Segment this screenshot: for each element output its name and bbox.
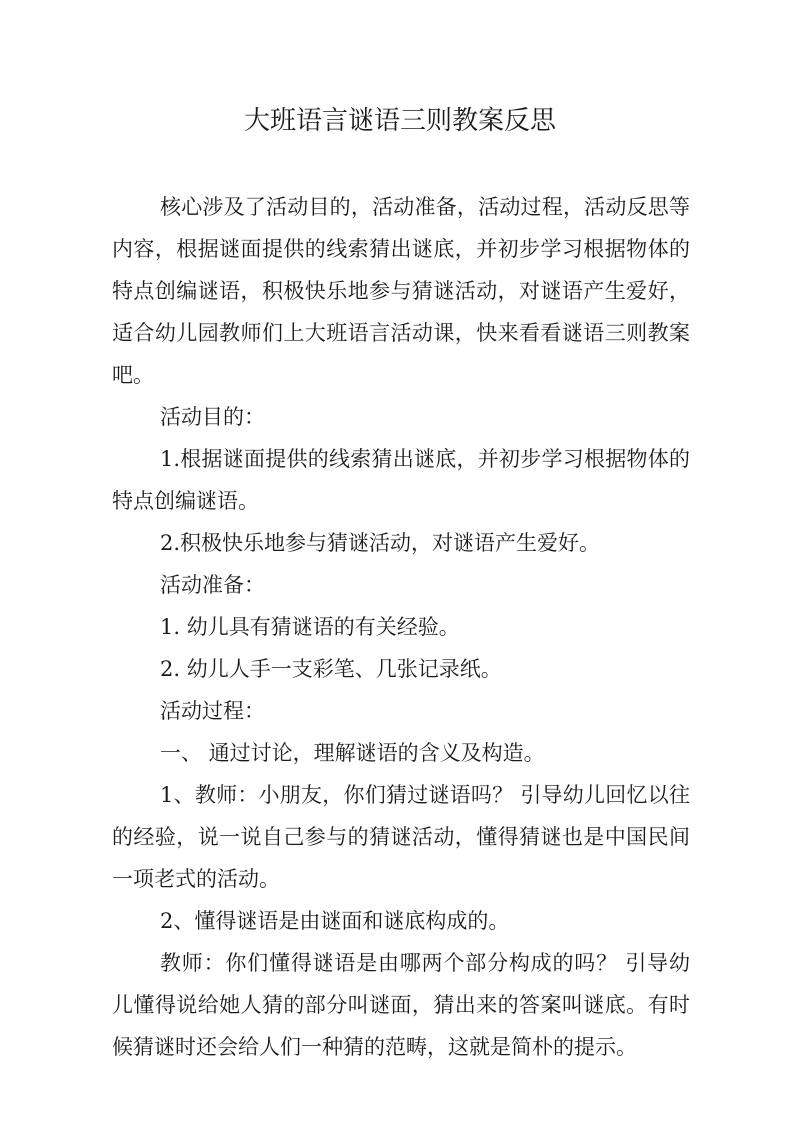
process-step-1: 一、 通过讨论，理解谜语的含义及构造。 [160, 741, 545, 765]
heading-activity-goals: 活动目的： [160, 405, 265, 429]
document-title: 大班语言谜语三则教案反思 [243, 106, 556, 136]
goal-item-2: 2.积极快乐地参与猜谜活动，对谜语产生爱好。 [160, 531, 601, 555]
document-body [112, 186, 690, 1068]
heading-activity-process: 活动过程： [160, 699, 265, 723]
preparation-item-1: 1. 幼儿具有猜谜语的有关经验。 [160, 615, 460, 639]
preparation-item-2: 2. 幼儿人手一支彩笔、几张记录纸。 [160, 657, 502, 681]
process-item-2: 2、懂得谜语是由谜面和谜底构成的。 [160, 909, 510, 933]
paragraph-intro: 核心涉及了活动目的，活动准备，活动过程，活动反思等内容，根据谜面提供的线索猜出谜底，并初步学习根据物体的特点创编谜语，积极快乐地参与猜谜活动，对谜语产生爱好，适合幼儿园教师们上大班语言活动课，快来看看谜语三则教案吧。 [112, 195, 690, 387]
goal-item-1: 1.根据谜面提供的线索猜出谜底，并初步学习根据物体的特点创编谜语。 [112, 447, 690, 513]
heading-activity-preparation: 活动准备： [160, 573, 265, 597]
process-teacher-question: 教师：你们懂得谜语是由哪两个部分构成的吗？ 引导幼儿懂得说给她人猜的部分叫谜面，猜出来的答案叫谜底。有时候猜谜时还会给人们一种猜的范畴，这就是简朴的提示。 [112, 951, 690, 1059]
process-item-1: 1、教师：小朋友，你们猜过谜语吗？ 引导幼儿回忆以往的经验，说一说自己参与的猜谜活动，懂得猜谜也是中国民间一项老式的活动。 [112, 783, 690, 891]
